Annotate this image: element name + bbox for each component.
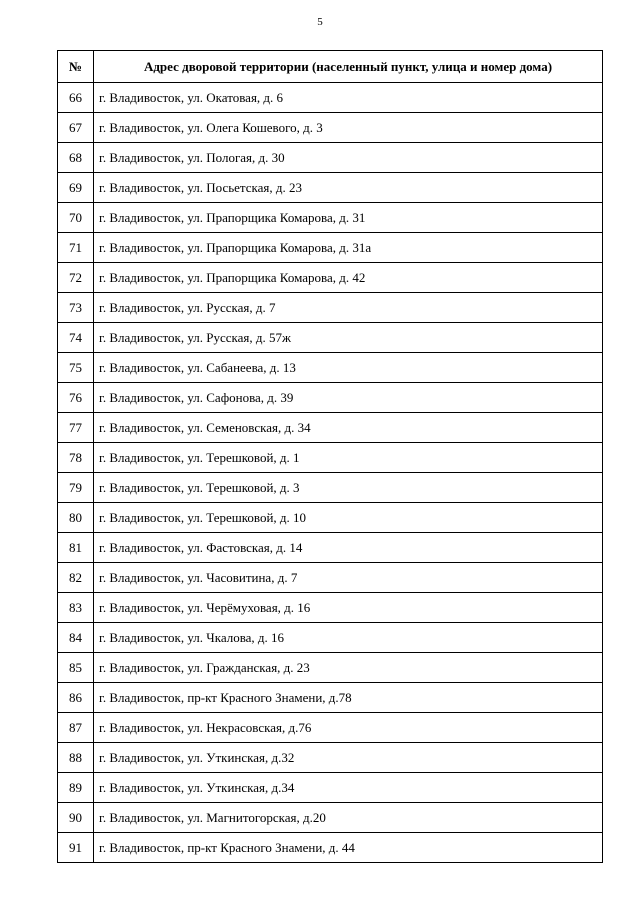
table-row <box>58 323 603 353</box>
row-address: г. Владивосток, ул. Часовитина, д. 7 <box>94 563 603 593</box>
table-row <box>58 83 603 113</box>
row-number: 82 <box>58 563 94 593</box>
row-address: г. Владивосток, ул. Терешковой, д. 1 <box>94 443 603 473</box>
table-row <box>58 113 603 143</box>
row-number: 75 <box>58 353 94 383</box>
row-address: г. Владивосток, ул. Русская, д. 57ж <box>94 323 603 353</box>
table-row <box>58 623 603 653</box>
row-number: 76 <box>58 383 94 413</box>
table-row <box>58 683 603 713</box>
page-number: 5 <box>317 16 323 28</box>
header-row <box>58 51 603 83</box>
row-address: г. Владивосток, ул. Посьетская, д. 23 <box>94 173 603 203</box>
table-row <box>58 713 603 743</box>
table-row <box>58 413 603 443</box>
table-row <box>58 743 603 773</box>
row-address: г. Владивосток, ул. Фастовская, д. 14 <box>94 533 603 563</box>
row-address: г. Владивосток, ул. Черёмуховая, д. 16 <box>94 593 603 623</box>
table-row <box>58 803 603 833</box>
table-row <box>58 773 603 803</box>
table-header <box>58 51 603 83</box>
row-address: г. Владивосток, пр-кт Красного Знамени, д.78 <box>94 683 603 713</box>
row-number: 88 <box>58 743 94 773</box>
row-number: 90 <box>58 803 94 833</box>
row-number: 86 <box>58 683 94 713</box>
table-row <box>58 383 603 413</box>
row-address: г. Владивосток, ул. Прапорщика Комарова, д. 42 <box>94 263 603 293</box>
table-row <box>58 833 603 863</box>
row-address: г. Владивосток, ул. Терешковой, д. 3 <box>94 473 603 503</box>
row-address: г. Владивосток, ул. Уткинская, д.34 <box>94 773 603 803</box>
row-number: 74 <box>58 323 94 353</box>
row-number: 69 <box>58 173 94 203</box>
table-row <box>58 503 603 533</box>
table-row <box>58 293 603 323</box>
row-number: 85 <box>58 653 94 683</box>
table-row <box>58 593 603 623</box>
row-number: 81 <box>58 533 94 563</box>
row-number: 70 <box>58 203 94 233</box>
header-number: № <box>58 51 94 83</box>
table-row <box>58 473 603 503</box>
row-number: 78 <box>58 443 94 473</box>
row-number: 79 <box>58 473 94 503</box>
table-row <box>58 143 603 173</box>
table-row <box>58 653 603 683</box>
row-number: 71 <box>58 233 94 263</box>
table-row <box>58 173 603 203</box>
row-address: г. Владивосток, ул. Семеновская, д. 34 <box>94 413 603 443</box>
row-address: г. Владивосток, ул. Пологая, д. 30 <box>94 143 603 173</box>
row-number: 77 <box>58 413 94 443</box>
row-number: 84 <box>58 623 94 653</box>
row-number: 68 <box>58 143 94 173</box>
row-address: г. Владивосток, ул. Русская, д. 7 <box>94 293 603 323</box>
row-number: 80 <box>58 503 94 533</box>
table-row <box>58 443 603 473</box>
row-address: г. Владивосток, ул. Прапорщика Комарова, д. 31 <box>94 203 603 233</box>
table-row <box>58 563 603 593</box>
row-number: 73 <box>58 293 94 323</box>
row-address: г. Владивосток, ул. Чкалова, д. 16 <box>94 623 603 653</box>
row-number: 89 <box>58 773 94 803</box>
row-address: г. Владивосток, ул. Уткинская, д.32 <box>94 743 603 773</box>
address-table <box>57 50 603 863</box>
row-address: г. Владивосток, пр-кт Красного Знамени, д. 44 <box>94 833 603 863</box>
row-number: 72 <box>58 263 94 293</box>
row-address: г. Владивосток, ул. Сабанеева, д. 13 <box>94 353 603 383</box>
row-number: 83 <box>58 593 94 623</box>
table-row <box>58 233 603 263</box>
row-number: 66 <box>58 83 94 113</box>
row-address: г. Владивосток, ул. Гражданская, д. 23 <box>94 653 603 683</box>
row-address: г. Владивосток, ул. Некрасовская, д.76 <box>94 713 603 743</box>
row-number: 91 <box>58 833 94 863</box>
table-row <box>58 353 603 383</box>
row-address: г. Владивосток, ул. Сафонова, д. 39 <box>94 383 603 413</box>
header-address: Адрес дворовой территории (населенный пункт, улица и номер дома) <box>94 51 603 83</box>
table-row <box>58 203 603 233</box>
row-address: г. Владивосток, ул. Терешковой, д. 10 <box>94 503 603 533</box>
table-body <box>58 83 603 863</box>
row-address: г. Владивосток, ул. Окатовая, д. 6 <box>94 83 603 113</box>
row-address: г. Владивосток, ул. Магнитогорская, д.20 <box>94 803 603 833</box>
row-address: г. Владивосток, ул. Олега Кошевого, д. 3 <box>94 113 603 143</box>
row-number: 87 <box>58 713 94 743</box>
table-row <box>58 533 603 563</box>
table-row <box>58 263 603 293</box>
row-address: г. Владивосток, ул. Прапорщика Комарова, д. 31а <box>94 233 603 263</box>
row-number: 67 <box>58 113 94 143</box>
